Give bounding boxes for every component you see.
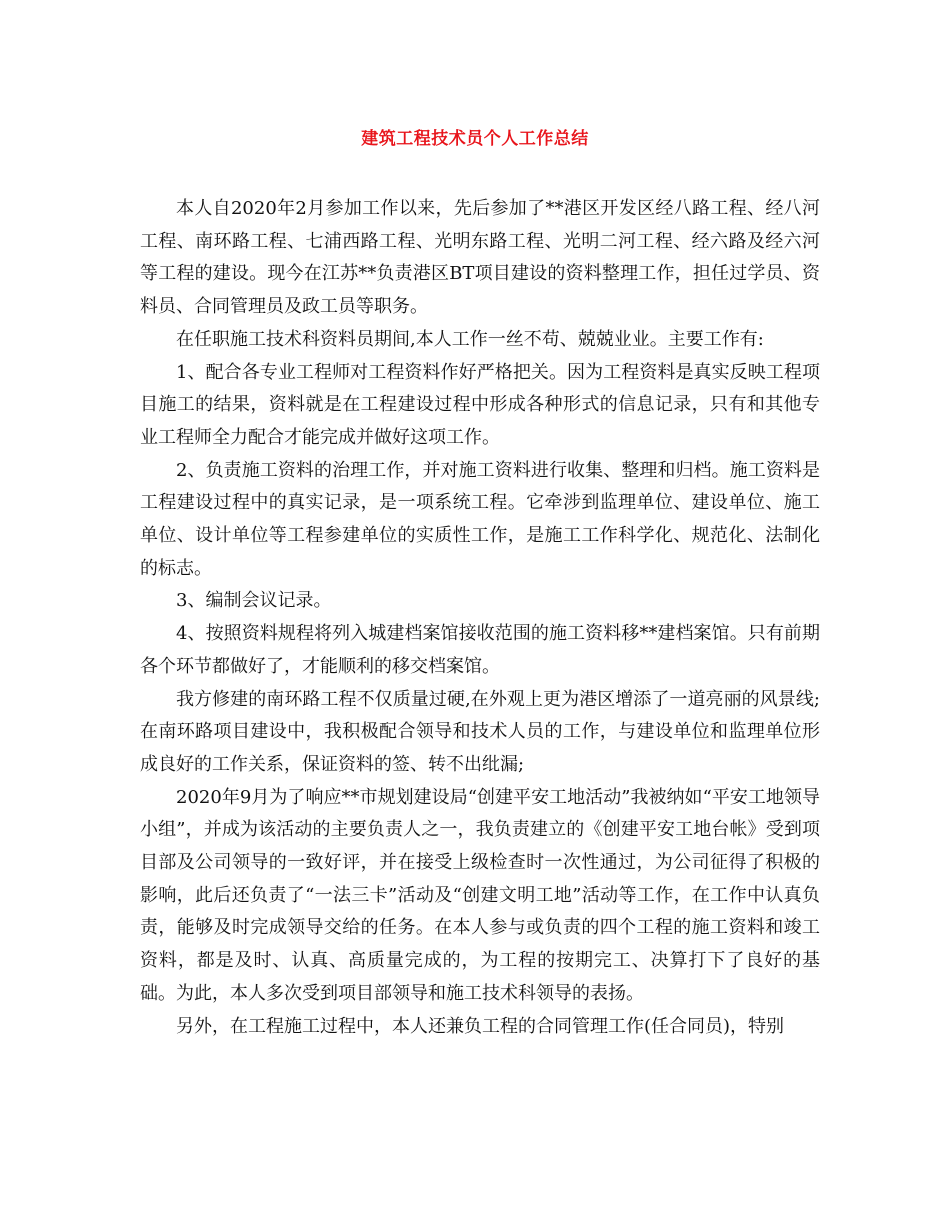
paragraph: 另外，在工程施工过程中，本人还兼负工程的合同管理工作(任合同员)，特别 [176, 1015, 785, 1037]
paragraph: 3、编制会议记录。 [176, 590, 332, 612]
paragraph: 2、负责施工资料的治理工作，并对施工资料进行收集、整理和归档。施工资料是工程建设过程中的真实记录，是一项系统工程。它牵涉到监理单位、建设单位、施工单位、设计单位等工程参建单位的实质性工作，是施工工作科学化、规范化、法制化的标志。 [140, 459, 820, 579]
paragraph: 1、配合各专业工程师对工程资料作好严格把关。因为工程资料是真实反映工程项目施工的结果，资料就是在工程建设过程中形成各种形式的信息记录，只有和其他专业工程师全力配合才能完成并做好这项工作。 [140, 361, 820, 448]
document-title: 建筑工程技术员个人工作总结 [361, 129, 589, 149]
paragraph: 在任职施工技术科资料员期间,本人工作一丝不苟、兢兢业业。主要工作有: [176, 328, 764, 350]
paragraph: 本人自2020年2月参加工作以来，先后参加了**港区开发区经八路工程、经八河工程、南环路工程、七浦西路工程、光明东路工程、光明二河工程、经六路及经六河等工程的建设。现今在江苏**负责港区BT项目建设的资料整理工作，担任过学员、资料员、合同管理员及政工员等职务。 [140, 198, 820, 318]
document-body [140, 193, 820, 1043]
paragraph: 我方修建的南环路工程不仅质量过硬,在外观上更为港区增添了一道亮丽的风景线;在南环路项目建设中，我积极配合领导和技术人员的工作，与建设单位和监理单位形成良好的工作关系，保证资料的签、转不出纰漏; [140, 688, 820, 775]
paragraph: 4、按照资料规程将列入城建档案馆接收范围的施工资料移**建档案馆。只有前期各个环节都做好了，才能顺利的移交档案馆。 [140, 623, 820, 677]
paragraph: 2020年9月为了响应**市规划建设局“创建平安工地活动”我被纳如“平安工地领导小组”，并成为该活动的主要负责人之一，我负责建立的《创建平安工地台帐》受到项目部及公司领导的一致好评，并在接受上级检查时一次性通过，为公司征得了积极的影响，此后还负责了“一法三卡”活动及“创建文明工地”活动等工作，在工作中认真负责，能够及时完成领导交给的任务。在本人参与或负责的四个工程的施工资料和竣工资料，都是及时、认真、高质量完成的，为工程的按期完工、决算打下了良好的基础。为此，本人多次受到项目部领导和施工技术科领导的表扬。 [140, 786, 820, 1004]
